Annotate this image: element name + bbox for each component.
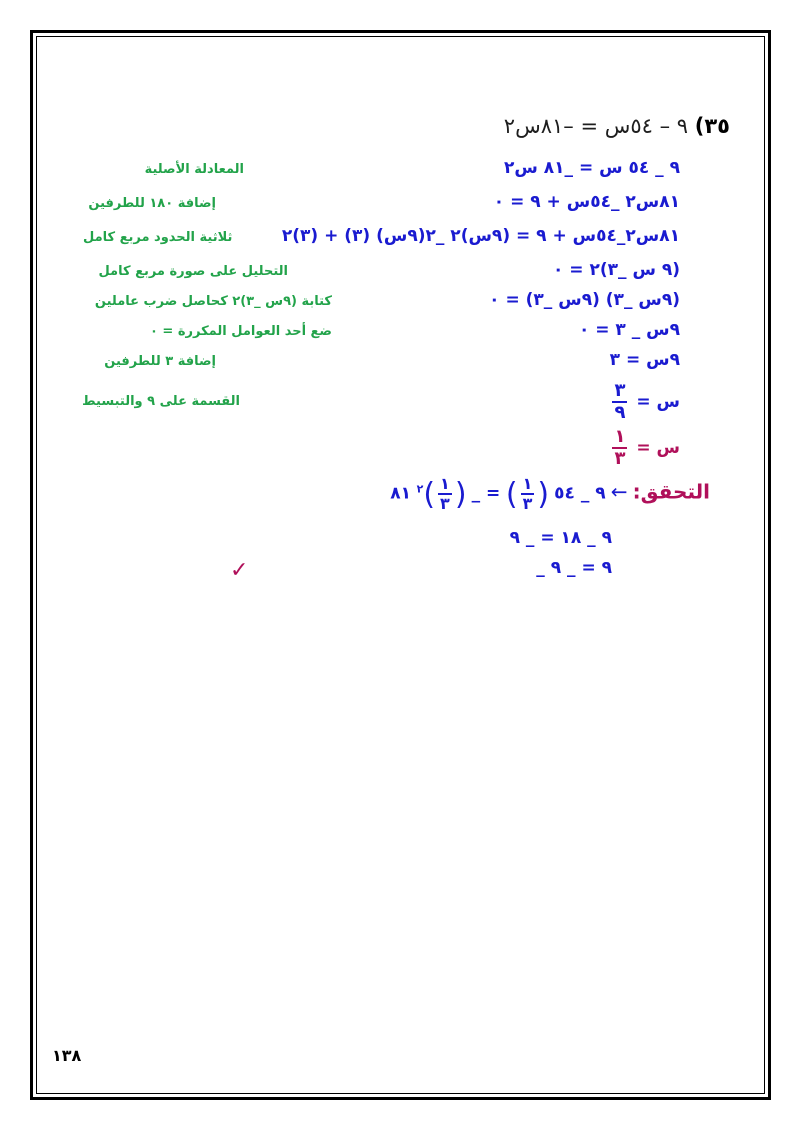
problem-equation: ٩ – ٥٤س = –٨١س٢ xyxy=(503,114,689,138)
verification-line xyxy=(390,476,710,512)
fraction-denominator: ٣ xyxy=(614,448,626,469)
fraction-denominator: ٣ xyxy=(440,494,450,513)
verify-lhs-fraction-group: ( $\frac{١}{٣}$ ) xyxy=(505,474,550,513)
step-4-equation: (٩ س _٣)٢ = ٠ xyxy=(552,260,680,280)
fraction-numerator: ٣ xyxy=(614,380,626,401)
step-6-note: ضع أحد العوامل المكررة = ٠ xyxy=(149,324,332,339)
fraction-numerator: ١ xyxy=(440,474,450,493)
step-1-equation: ٩ _ ٥٤ س = _٨١ س٢ xyxy=(503,158,680,178)
problem-statement xyxy=(504,114,730,138)
step-6-equation: ٩س _ ٣ = ٠ xyxy=(578,320,680,340)
step-4-note: التحليل على صورة مربع كامل xyxy=(98,264,288,279)
arrow-icon: ← xyxy=(610,479,628,504)
problem-number: ٣٥) xyxy=(694,114,730,138)
step-2-note: إضافة ١٨٠ للطرفين xyxy=(88,196,216,211)
verify-equals: = _ xyxy=(471,483,501,504)
step-8-equation xyxy=(609,382,680,422)
verify-rhs-fraction-group: ( $\frac{١}{٣}$ )$^٢$ xyxy=(416,474,467,513)
step-5-equation: (٩س _٣) (٩س _٣) = ٠ xyxy=(489,290,680,310)
verify-fraction xyxy=(438,476,452,512)
step-7-equation: ٩س = ٣ xyxy=(609,350,680,370)
fraction-numerator: ١ xyxy=(522,474,533,493)
step-2-equation: ٨١س٢ _٥٤س + ٩ = ٠ xyxy=(493,192,680,212)
step-8-fraction xyxy=(612,382,627,422)
verify-exponent: ٢ xyxy=(416,482,424,496)
answer-prefix: س = xyxy=(636,438,680,458)
answer-fraction xyxy=(612,428,627,468)
step-3-note: ثلاثية الحدود مربع كامل xyxy=(83,230,233,245)
verify-rhs-coefficient: ٨١ xyxy=(390,483,412,504)
verify-line-2: ٩ _ ١٨ = _ ٩ xyxy=(509,528,612,548)
step-7-note: إضافة ٣ للطرفين xyxy=(104,354,216,369)
verification-label: التحقق: xyxy=(632,479,710,504)
check-mark-icon: ✓ xyxy=(230,558,249,583)
fraction-numerator: ١ xyxy=(614,426,626,447)
step-3-equation: ٨١س٢_٥٤س + ٩ = (٩س)٢ _٢(٩س) (٣) + (٣)٢ xyxy=(281,226,680,246)
fraction-denominator: ٩ xyxy=(614,402,626,423)
step-5-note: كتابة (٩س _٣)٢ كحاصل ضرب عاملين xyxy=(94,294,332,309)
final-answer xyxy=(609,428,680,468)
step-8-prefix: س = xyxy=(636,392,680,412)
page-number: ١٣٨ xyxy=(52,1046,82,1065)
verify-fraction xyxy=(521,476,535,512)
step-8-note: القسمة على ٩ والتبسيط xyxy=(82,394,240,409)
fraction-denominator: ٣ xyxy=(522,494,533,513)
step-1-note: المعادلة الأصلية xyxy=(144,162,244,177)
verify-lhs: ٩ _ ٥٤ xyxy=(554,483,606,504)
verify-line-3: _ ٩ = _ ٩ xyxy=(536,558,612,578)
